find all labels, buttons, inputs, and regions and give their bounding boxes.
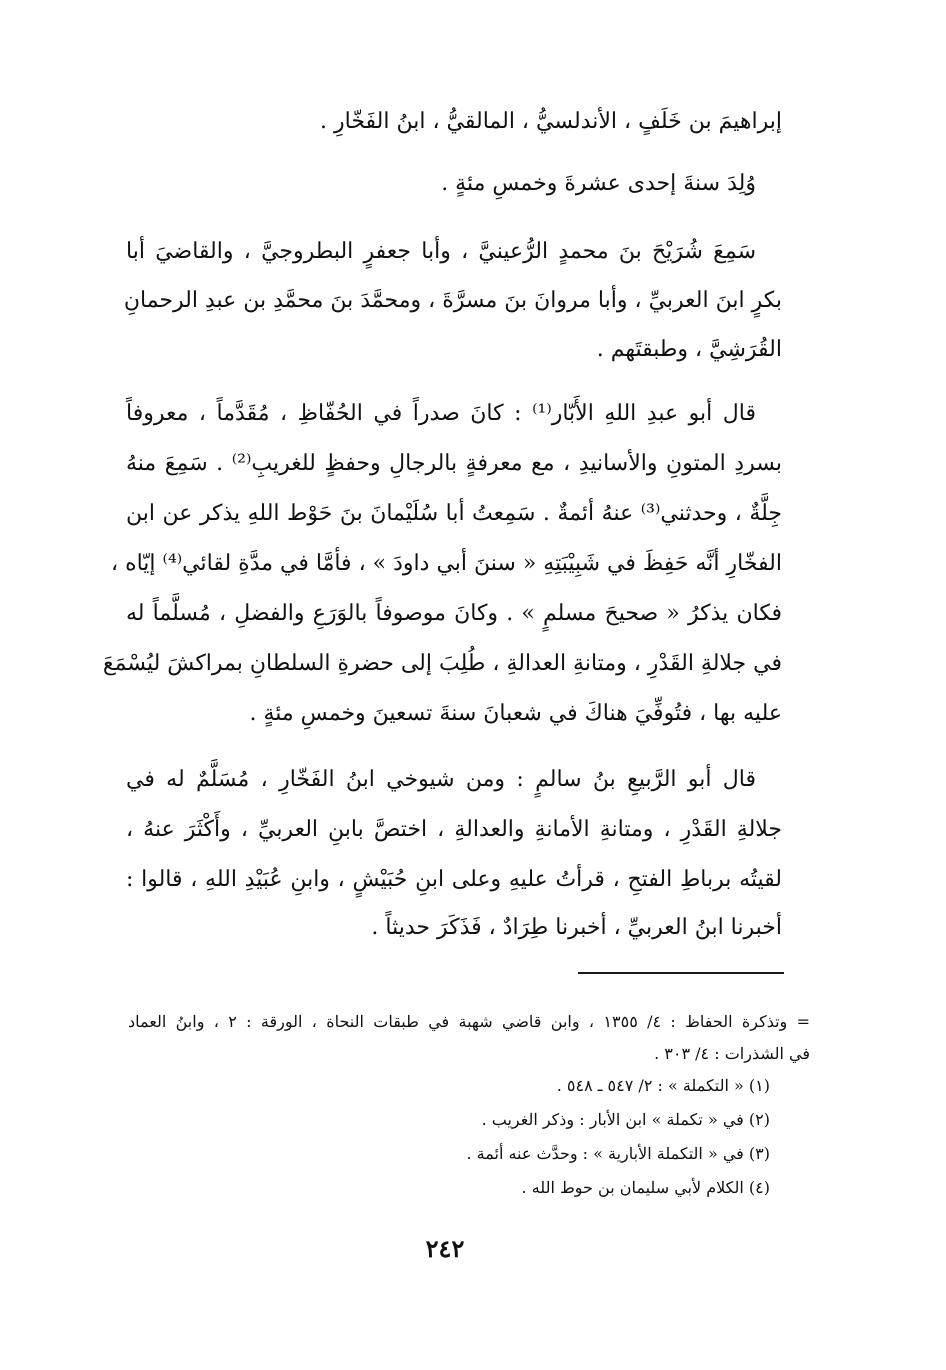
text-line-5: القُرَشِيَّ ، وطبقتَهم . (596, 337, 782, 362)
footnote-4: (٤) الكلام لأبي سليمان بن حوط الله . (521, 1178, 770, 1197)
text-line-16: أخبرنا ابنُ العربيِّ ، أخبرنا طِرَادٌ ، فَذَكَرَ حديثاً . (371, 915, 782, 940)
text-line-3: سَمِعَ شُرَيْحَ بنَ محمدٍ الرُّعينيَّ ، وأبا جعفرٍ البطروجيَّ ، والقاضيَ أبا (126, 239, 756, 264)
text-line-12: عليه بها ، فتُوفِّيَ هناكَ في شعبانَ سنةَ تسعينَ وخمسِ مئةٍ . (249, 701, 782, 726)
footnote-3: (٣) في « التكملة الأبارية » : وحدَّث عنه أئمة . (466, 1144, 770, 1163)
text-line-14: جلالةِ القَدْرِ ، ومتانةِ الأمانةِ والعدالةِ ، اختصَّ بابنِ العربيِّ ، وأَكْثَرَ عنهُ ، (126, 817, 782, 842)
text-line-9: الفخّارِ أنَّه حَفِظَ في شَبِيْبَتِهِ « سننَ أبي داودَ » ، فأمَّا في مدَّةِ لقائي⁽⁴⁾ إيّاه ، (110, 551, 782, 576)
text-line-15: لقيتُه برباطِ الفتحِ ، قرأتُ عليهِ وعلى ابنِ حُبَيْشٍ ، وابنِ عُبَيْدِ اللهِ ، قالوا : (126, 867, 782, 892)
text-line-8: جِلَّةٌ ، وحدثني⁽³⁾ عنهُ أئمةٌ . سَمِعتُ أبا سُلَيْمانَ بنَ حَوْط اللهِ يذكر عن ابن (126, 501, 782, 526)
text-line-10: فكان يذكرُ « صحيحَ مسلمٍ » . وكانَ موصوفاً بالوَرَعِ والفضلِ ، مُسلَّماً له (126, 601, 782, 626)
text-line-7: بسردِ المتونِ والأسانيدِ ، مع معرفةٍ بالرجالِ وحفظٍ للغريبِ⁽²⁾ . سَمِعَ منهُ (126, 451, 782, 476)
footnote-1: (١) « التكملة » : ٢/ ٥٤٧ ـ ٥٤٨ . (556, 1076, 770, 1095)
footnote-continued-line-2: في الشذرات : ٤/ ٣٠٣ . (654, 1044, 810, 1063)
page-number: ٢٤٢ (425, 1234, 465, 1263)
text-line-11: في جلالةِ القَدْرِ ، ومتانةِ العدالةِ ، طُلِبَ إلى حضرةِ السلطانِ بمراكشَ ليُسْمَعَ (102, 651, 782, 676)
footnote-separator (578, 972, 784, 974)
text-line-4: بكرٍ ابنَ العربيِّ ، وأبا مروانَ بنَ مسرَّةَ ، ومحمَّدَ بنَ محمَّدِ بن عبدِ الرحمانِ (123, 288, 782, 313)
text-line-1: إبراهيمَ بن خَلَفٍ ، الأندلسيُّ ، المالقيُّ ، ابنُ الفَخّارِ . (320, 109, 782, 134)
text-line-2: وُلِدَ سنةَ إحدى عشرةَ وخمسِ مئةٍ . (441, 171, 756, 196)
text-line-6: قال أبو عبدِ اللهِ الأَبّار⁽¹⁾ : كانَ صدراً في الحُفّاظِ ، مُقَدَّماً ، معروفاً (126, 401, 756, 426)
footnote-2: (٢) في « تكملة » ابن الأبار : وذكر الغريب . (481, 1110, 770, 1129)
text-line-13: قال أبو الرَّبيعِ بنُ سالمٍ : ومن شيوخي ابنُ الفَخّارِ ، مُسَلَّمٌ له في (126, 767, 756, 792)
footnote-continued-line-1: = وتذكرة الحفاظ : ٤/ ١٣٥٥ ، وابن قاضي شهبة في طبقات النحاة ، الورقة : ٢ ، وابنُ العماد (128, 1012, 811, 1031)
